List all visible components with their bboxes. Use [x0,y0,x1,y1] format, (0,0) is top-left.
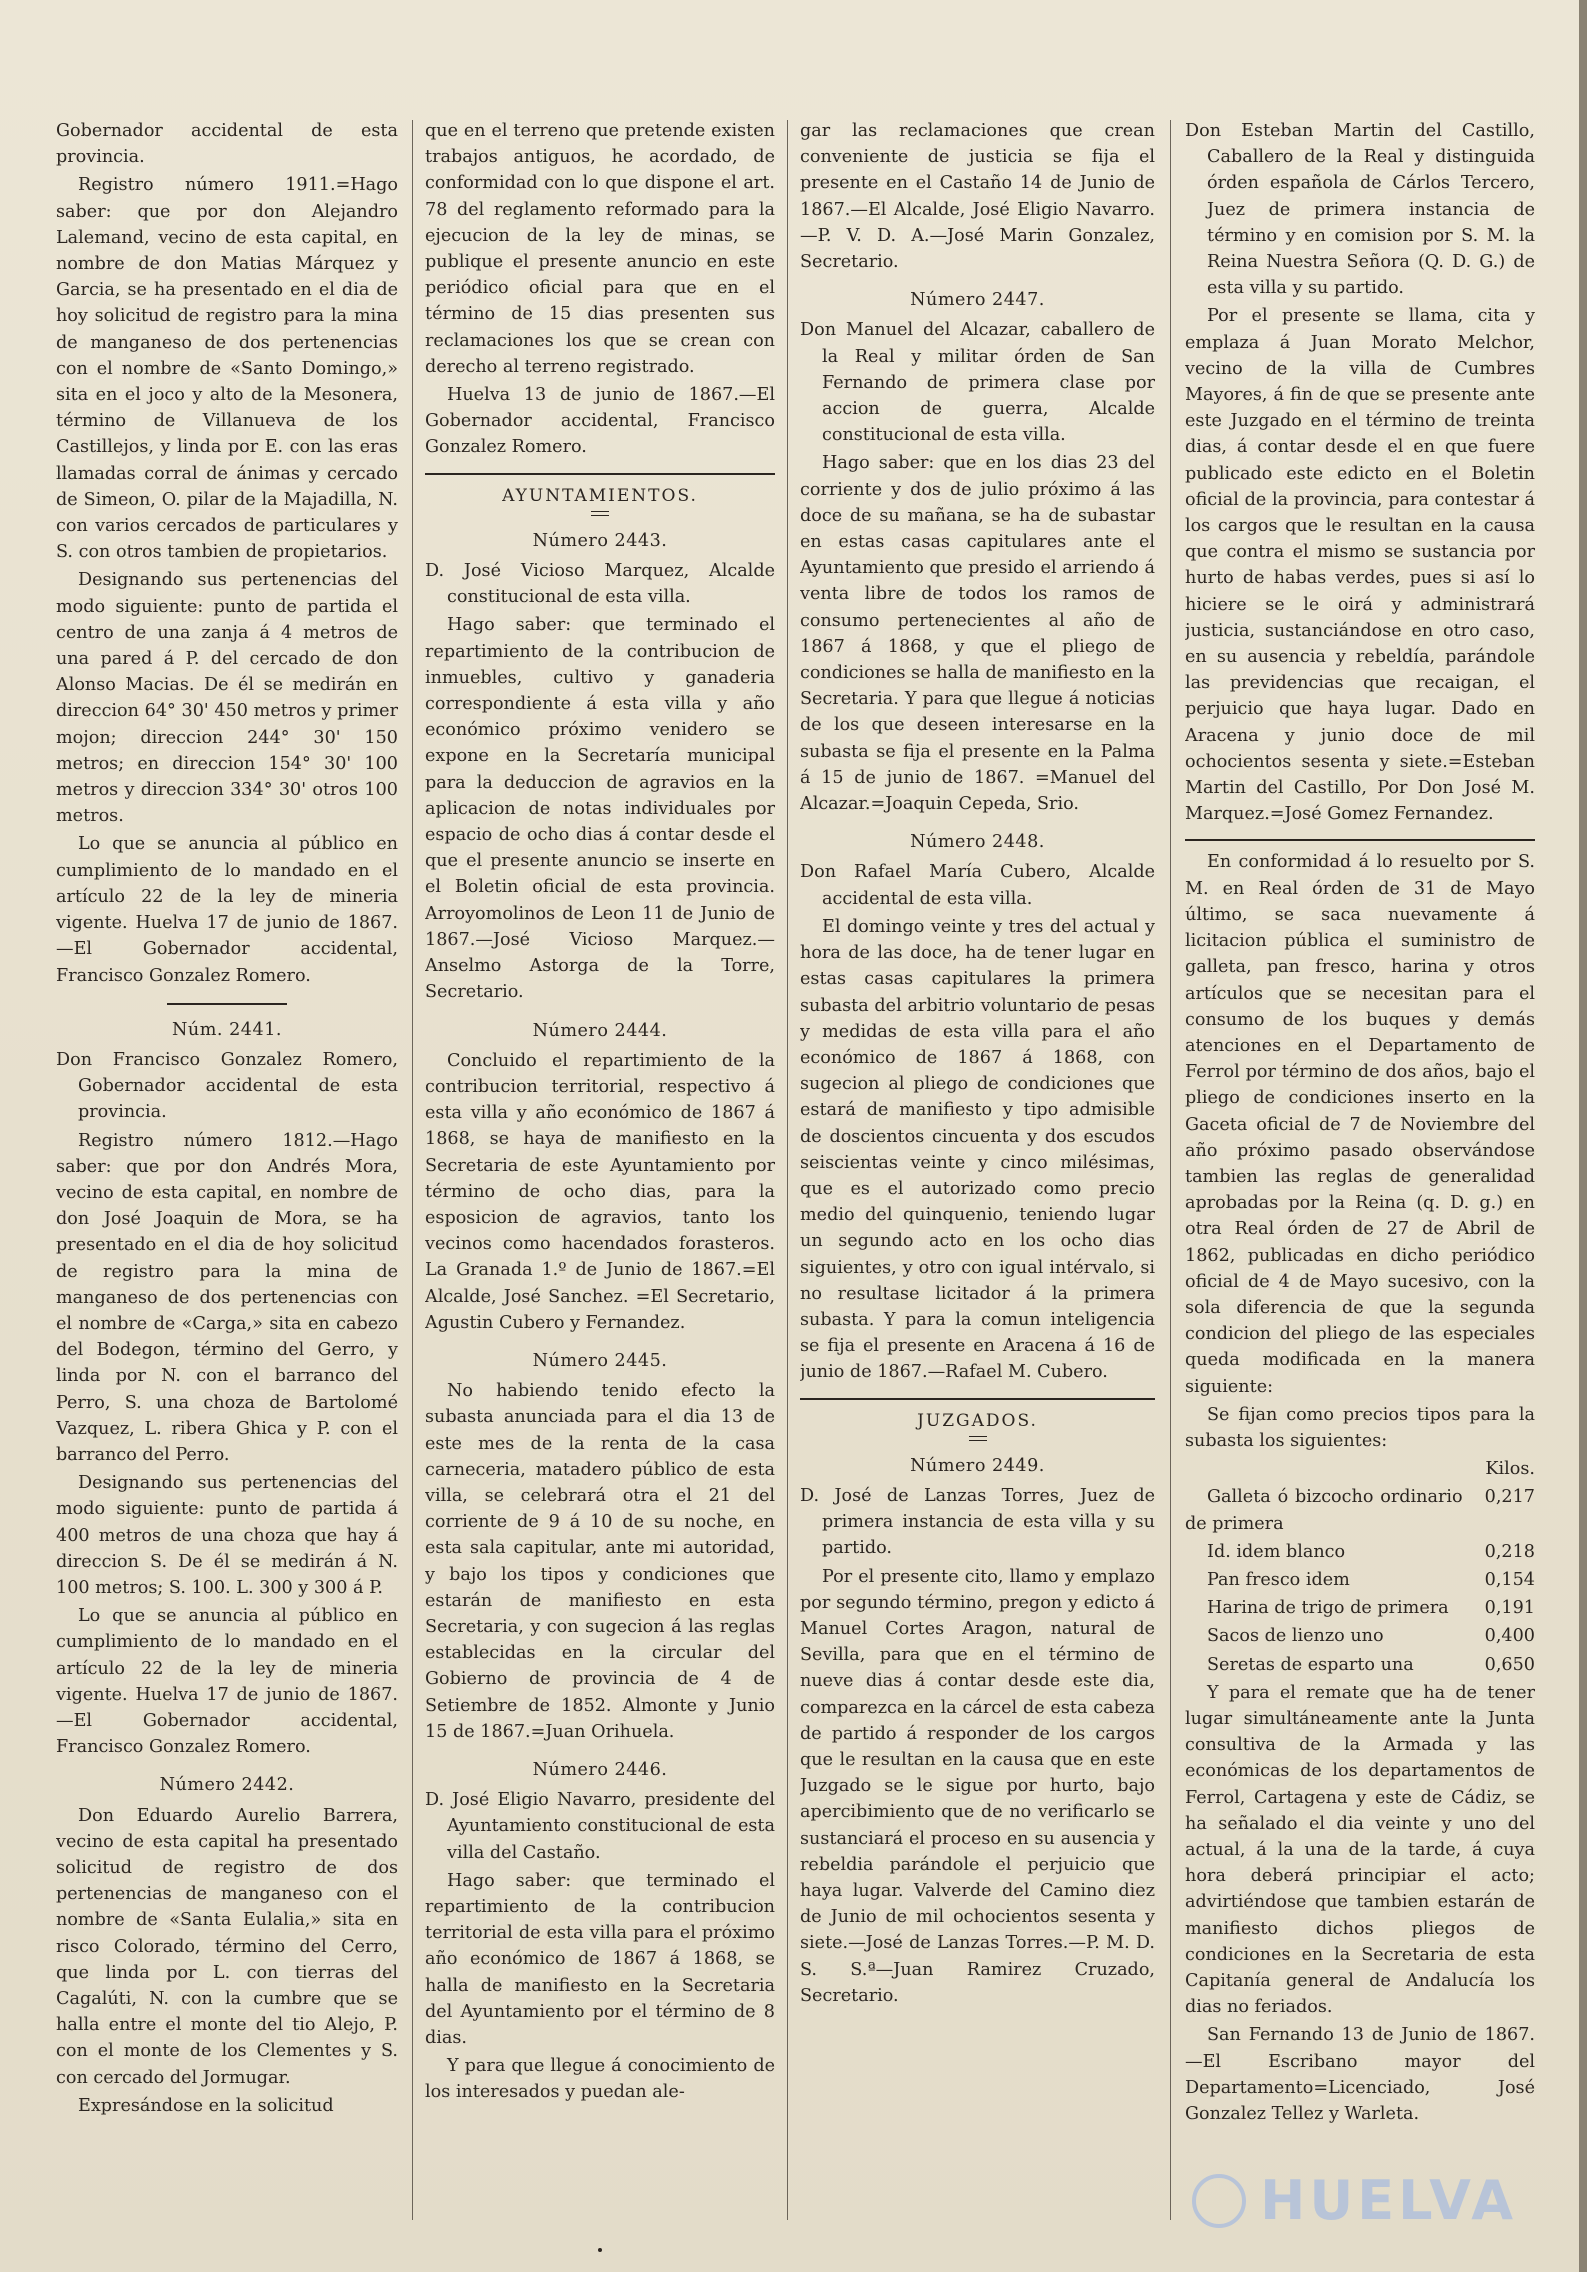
paragraph: Don Rafael María Cubero, Alcalde accidental de esta villa. [800,862,1155,909]
price-value: 0,217 [1484,1487,1535,1508]
paragraph: gar las reclamaciones que crean conveniente de justicia se fija el presente en el Castaño 14 de Junio de 1867.—El Alcalde, José Eligio Navarro.—P. V. D. A.—José Marin Gonzalez, Secretario. [800,121,1155,273]
price-row [1185,1623,1535,1649]
price-value: 0,191 [1484,1598,1535,1619]
price-item: Id. idem blanco [1207,1541,1346,1562]
price-item: Harina de trigo de primera [1207,1598,1449,1619]
price-list [1185,1484,1535,1677]
paragraph: Designando sus pertenencias del modo siguiente: punto de partida á 400 metros de una choza que hay á direccion S. De él se medirán á N. 100 metros; S. 100. L. 300 y 300 á P. [56,1473,398,1598]
paragraph: que en el terreno que pretende existen trabajos antiguos, he acordado, de conformidad con lo que dispone el art. 78 del reglamento reformado para la ejecucion de la ley de minas, se publique el presente anuncio en este periódico oficial para que en el término de 15 dias presenten sus reclamaciones los que se crean con derecho al terreno registrado. [425,121,775,377]
divider [425,473,775,475]
divider [1185,839,1535,841]
price-row [1185,1652,1535,1678]
paragraph: Hago saber: que terminado el repartimiento de la contribucion territorial de esta villa para el próximo año económico de 1867 á 1868, se halla de manifiesto en la Secretaria del Ayuntamiento por el término de 8 dias. [425,1870,775,2049]
paragraph: Gobernador accidental de esta provincia. [56,121,398,168]
paragraph: No habiendo tenido efecto la subasta anunciada para el dia 13 de este mes de la renta de la casa carneceria, matadero público de esta villa, se celebrará otra el 21 del corriente de 9 á 10 de su noche, en esta sala capitular, ante mi autoridad, y bajo los tipos y condiciones que estarán de manifiesto en esta Secretaria, y con sugecion á las reglas establecidas en la circular del Gobierno de provincia de 4 de Setiembre de 1852. Almonte y Junio 15 de 1867.=Juan Orihuela. [425,1381,775,1742]
paragraph: Don Manuel del Alcazar, caballero de la Real y militar órden de San Fernando de primera clase por accion de guerra, Alcalde constitucional de esta villa. [800,320,1155,446]
price-row [1185,1484,1535,1536]
section-heading: AYUNTAMIENTOS. [502,485,698,506]
paragraph: Don Esteban Martin del Castillo, Caballero de la Real y distinguida órden española de Cárlos Tercero, Juez de primera instancia de término y en comision por S. M. la Reina Nuestra Señora (Q. D. G.) de esta villa y su partido. [1185,121,1535,299]
price-value: 0,154 [1484,1569,1535,1590]
divider [969,1436,987,1441]
notice-number: Número 2442. [159,1775,295,1796]
column-2 [425,118,775,2228]
notice-number: Número 2445. [532,1350,668,1371]
watermark-text: HUELVA [1260,2169,1517,2232]
paragraph: Don Eduardo Aurelio Barrera, vecino de esta capital ha presentado solicitud de registro de dos pertenencias de manganeso con el nombre de «Santa Eulalia,» sita en risco Colorado, término del Cerro, que linda por L. con tierras del Cagalúti, N. con la cumbre que se halla entre el monte del tio Alejo, P. con el monte de los Clementes y S. con cercado del Jormugar. [56,1805,398,2088]
notice-number: Número 2446. [532,1759,668,1780]
price-row [1185,1595,1535,1621]
price-value: 0,218 [1484,1541,1535,1562]
column-4 [1185,118,1535,2228]
divider [167,1003,287,1005]
notice-number: Núm. 2441. [172,1019,282,1040]
price-row [1185,1567,1535,1593]
paragraph: Lo que se anuncia al público en cumplimiento de lo mandado en el artículo 22 de la ley de mineria vigente. Huelva 17 de junio de 1867.—El Gobernador accidental, Francisco Gonzalez Romero. [56,834,398,986]
paragraph: Hago saber: que en los dias 23 del corriente y dos de julio próximo á las doce de su mañana, se ha de subastar en estas casas capitulares ante el Ayuntamiento que presido el arriendo á venta libre de todos los ramos de consumo pertenecientes al año de 1867 á 1868, y que el pliego de condiciones se halla de manifiesto en la Secretaria. Y para que llegue á noticias de los que deseen interesarse en la subasta se fija el presente en la Palma á 15 de junio de 1867. =Manuel del Alcazar.=Joaquin Cepeda, Srio. [800,453,1155,815]
paragraph: Se fijan como precios tipos para la subasta los siguientes: [1185,1404,1535,1451]
price-unit-heading: Kilos. [1485,1459,1535,1480]
column-separator [412,120,413,2220]
paragraph: Por el presente se llama, cita y emplaza á Juan Morato Melchor, vecino de la villa de Cumbres Mayores, á fin de que se presente ante este Juzgado en el término de treinta dias, á contar desde el en que fuere publicado este edicto en el Boletin oficial de la provincia, para contestar á los cargos que le resultan en la causa que contra el mismo se sustancia por hurto de habas verdes, pues si así lo hiciere se le oirá y administrará justicia, sustanciándose en otro caso, en su ausencia y rebeldía, parándole las previdencias que recaigan, el perjuicio que haya lugar. Dado en Aracena y junio doce de mil ochocientos sesenta y siete.=Esteban Martin del Castillo, Por Don José M. Marquez.=José Gomez Fernandez. [1185,306,1535,825]
column-3 [800,118,1155,2228]
column-separator [1170,120,1171,2220]
price-item: Galleta ó bizcocho ordinario de primera [1185,1487,1463,1534]
notice-number: Número 2449. [910,1455,1045,1476]
paragraph: Huelva 13 de junio de 1867.—El Gobernador accidental, Francisco Gonzalez Romero. [425,385,775,458]
paragraph: Lo que se anuncia al público en cumplimiento de lo mandado en el artículo 22 de la ley de mineria vigente. Huelva 17 de junio de 1867.—El Gobernador accidental, Francisco Gonzalez Romero. [56,1606,398,1758]
paragraph: Y para que llegue á conocimiento de los interesados y puedan ale- [425,2056,775,2103]
paragraph: El domingo veinte y tres del actual y hora de las doce, ha de tener lugar en estas casas capitulares la primera subasta del arbitrio voluntario de pesas y medidas de esta villa para el año económico de 1867 á 1868, con sugecion al pliego de condiciones que estará de manifiesto y tipo admisible de doscientos cincuenta y dos escudos seiscientas veinte y cinco milésimas, que es el autorizado como precio medio del quinquenio, teniendo lugar un segundo acto en los ocho dias siguientes, y otro con igual intérvalo, si no resultase licitador á la primera subasta. Y para la comun inteligencia se fija el presente en Aracena á 16 de junio de 1867.—Rafael M. Cubero. [800,916,1155,1383]
price-value: 0,400 [1484,1626,1535,1647]
archive-watermark [1192,2169,1517,2232]
paragraph: Registro número 1812.—Hago saber: que por don Andrés Mora, vecino de esta capital, en nombre de don José Joaquin de Mora, se ha presentado en el dia de hoy solicitud de registro para la mina de manganeso de dos pertenencias con el nombre de «Carga,» sita en cabezo del Bodegon, término del Gerro, y linda por N. con el barranco del Perro, S. una choza de Bartolomé Vazquez, L. ribera Ghica y P. con el barranco del Perro. [56,1130,398,1465]
price-item: Pan fresco idem [1207,1569,1350,1590]
notice-number: Número 2443. [532,530,668,551]
price-value: 0,650 [1484,1654,1535,1675]
paragraph: Hago saber: que terminado el repartimiento de la contribucion de inmuebles, cultivo y ganaderia correspondiente á esta villa y año económico próximo venidero se expone en la Secretaría municipal para la deduccion de agravios en la aplicacion de notas individuales por espacio de ocho dias á contar desde el que el presente anuncio se inserte en el Boletin oficial de esta provincia. Arroyomolinos de Leon 11 de Junio de 1867.—José Vicioso Marquez.—Anselmo Astorga de la Torre, Secretario. [425,615,775,1003]
paragraph: D. José Eligio Navarro, presidente del Ayuntamiento constitucional de esta villa del Castaño. [425,1790,775,1863]
paragraph: Concluido el repartimiento de la contribucion territorial, respectivo á esta villa y año económico de 1867 á 1868, se haya de manifiesto en la Secretaria de este Ayuntamiento por término de ocho dias, para la esposicion de agravios, tanto los vecinos como hacendados forasteros. La Granada 1.º de Junio de 1867.=El Alcalde, José Sanchez. =El Secretario, Agustin Cubero y Fernandez. [425,1050,775,1333]
notice-number: Número 2448. [910,832,1045,853]
price-item: Sacos de lienzo uno [1207,1626,1384,1647]
seal-icon [1192,2174,1246,2228]
paragraph: D. José Vicioso Marquez, Alcalde constitucional de esta villa. [425,561,775,608]
section-heading: JUZGADOS. [917,1410,1038,1431]
column-separator [787,120,788,2220]
paragraph: Expresándose en la solicitud [78,2095,334,2116]
divider [591,511,609,516]
price-item: Seretas de esparto una [1207,1654,1414,1675]
paragraph: D. José de Lanzas Torres, Juez de primera instancia de esta villa y su partido. [800,1485,1155,1559]
paragraph: Designando sus pertenencias del modo siguiente: punto de partida el centro de una zanja á 4 metros de una pared á P. del cercado de don Alonso Macias. De él se medirán en direccion 64° 30' 450 metros y primer mojon; direccion 244° 30' 150 metros; en direccion 154° 30' 100 metros y direccion 334° 30' otros 100 metros. [56,570,398,827]
price-row [1185,1539,1535,1565]
paragraph: Por el presente cito, llamo y emplazo por segundo término, pregon y edicto á Manuel Cortes Aragon, natural de Sevilla, para que en el término de nueve dias á contar desde este dia, comparezca en la cárcel de esta cabeza de partido á responder de los cargos que le resultan en la causa que en este Juzgado se le sigue por hurto, bajo apercibimiento que de no verificarlo se sustanciará el proceso en su ausencia y rebeldia parándole el perjuicio que haya lugar. Valverde del Camino diez de Junio de mil ochocientos sesenta y siete.—José de Lanzas Torres.—P. M. D. S. S.ª—Juan Ramirez Cruzado, Secretario. [800,1566,1155,2006]
notice-number: Número 2447. [910,290,1045,311]
paragraph: Y para el remate que ha de tener lugar simultáneamente ante la Junta consultiva de la Armada y las económicas de los departamentos de Ferrol, Cartagena y este de Cádiz, se ha señalado el dia veinte y uno del actual, á la una de la tarde, á cuya hora deberá principiar el acto; advirtiéndose que tambien estarán de manifiesto dichos pliegos de condiciones en la Secretaria de esta Capitanía general de Andalucía los dias no feriados. [1185,1682,1535,2018]
paragraph: En conformidad á lo resuelto por S. M. en Real órden de 31 de Mayo último, se saca nuevamente á licitacion pública el suministro de galleta, pan fresco, harina y otros artículos que se necesitan para el consumo de los buques y demás atenciones en el Departamento de Ferrol por término de dos años, bajo el pliego de condiciones inserto en la Gaceta oficial de 7 de Noviembre del año próximo pasado observándose tambien las reglas de generalidad aprobadas por la Reina (q. D. g.) en otra Real órden de 27 de Abril de 1862, publicadas en dicho periódico oficial de 4 de Mayo sucesivo, con la sola diferencia de que la segunda condicion del pliego de las especiales queda modificada en la manera siguiente: [1185,852,1535,1397]
divider [800,1398,1155,1400]
notice-number: Número 2444. [532,1020,668,1041]
page-edge [1579,0,1587,2272]
paragraph: San Fernando 13 de Junio de 1867.—El Escribano mayor del Departamento=Licenciado, José Gonzalez Tellez y Warleta. [1185,2025,1535,2125]
ink-mark [598,2248,602,2252]
paragraph: Registro número 1911.=Hago saber: que por don Alejandro Lalemand, vecino de esta capital, en nombre de don Matias Márquez y Garcia, se ha presentado en el dia de hoy solicitud de registro para la mina de manganeso de dos pertenencias con el nombre de «Santo Domingo,» sita en el joco y alto de la Mesonera, término de Villanueva de los Castillejos, y linda por E. con las eras llamadas corral de ánimas y cercado de Simeon, O. pilar de la Majadilla, N. con varios cercados de particulares y S. con otros tambien de propietarios. [56,175,398,563]
paragraph: Don Francisco Gonzalez Romero, Gobernador accidental de esta provincia. [56,1049,398,1123]
column-1 [56,118,398,2228]
